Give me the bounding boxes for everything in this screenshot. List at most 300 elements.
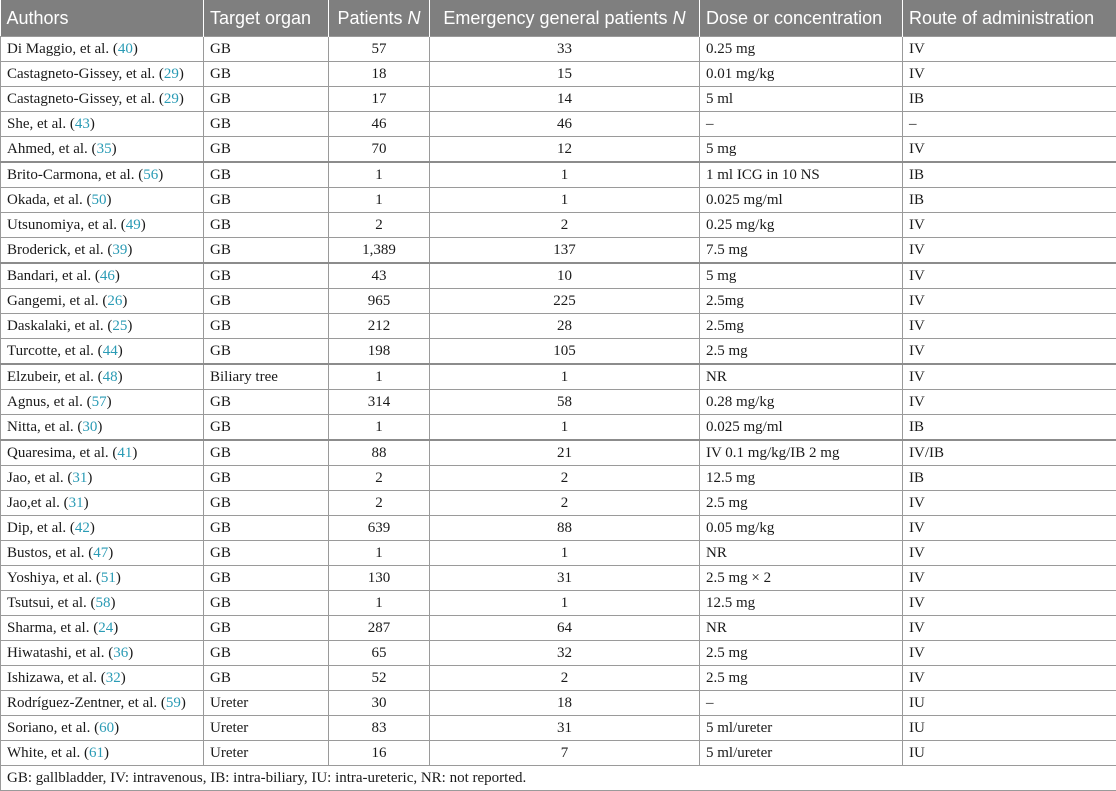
author-cell [1, 415, 204, 441]
organ-cell: GB [204, 415, 329, 441]
dose-cell: IV 0.1 mg/kg/IB 2 mg [700, 440, 903, 466]
reference-link[interactable]: 48 [103, 369, 118, 385]
emergency-cell: 2 [430, 491, 700, 516]
reference-link[interactable]: 44 [103, 343, 118, 359]
author-name: Di Maggio, et al. ( [7, 41, 118, 57]
reference-link[interactable]: 57 [92, 394, 107, 410]
emergency-cell: 137 [430, 238, 700, 264]
table-row [1, 112, 1116, 137]
author-cell [1, 516, 204, 541]
route-cell: IV [903, 238, 1116, 264]
table-row [1, 641, 1116, 666]
table-body [1, 37, 1116, 766]
author-cell [1, 616, 204, 641]
author-name: White, et al. ( [7, 745, 89, 761]
emergency-cell: 21 [430, 440, 700, 466]
author-name: She, et al. ( [7, 116, 75, 132]
footnote-row [1, 766, 1116, 791]
table-row [1, 491, 1116, 516]
dose-cell: NR [700, 364, 903, 390]
patients-cell: 65 [329, 641, 430, 666]
patients-cell: 17 [329, 87, 430, 112]
route-cell: IV [903, 616, 1116, 641]
organ-cell: GB [204, 466, 329, 491]
author-cell [1, 289, 204, 314]
reference-link[interactable]: 56 [143, 167, 158, 183]
author-close-paren: ) [158, 167, 163, 183]
author-close-paren: ) [87, 470, 92, 486]
author-name: Bustos, et al. ( [7, 545, 93, 561]
dose-cell: 5 ml/ureter [700, 741, 903, 766]
dose-cell: 2.5mg [700, 289, 903, 314]
route-cell: IV [903, 541, 1116, 566]
organ-cell: GB [204, 263, 329, 289]
author-cell [1, 112, 204, 137]
organ-cell: GB [204, 390, 329, 415]
dose-cell: NR [700, 541, 903, 566]
dose-cell: – [700, 691, 903, 716]
patients-cell: 1 [329, 188, 430, 213]
table-footnote: GB: gallbladder, IV: intravenous, IB: intra-biliary, IU: intra-ureteric, NR: not reported. [1, 766, 1116, 791]
patients-cell: 314 [329, 390, 430, 415]
patients-cell: 88 [329, 440, 430, 466]
author-cell [1, 162, 204, 188]
patients-cell: 212 [329, 314, 430, 339]
author-name: Ishizawa, et al. ( [7, 670, 106, 686]
reference-link[interactable]: 26 [107, 293, 122, 309]
patients-cell: 639 [329, 516, 430, 541]
table-row [1, 691, 1116, 716]
author-close-paren: ) [127, 318, 132, 334]
table-row [1, 616, 1116, 641]
dose-cell: 2.5 mg [700, 339, 903, 365]
reference-link[interactable]: 39 [112, 242, 127, 258]
patients-cell: 83 [329, 716, 430, 741]
dose-cell: 1 ml ICG in 10 NS [700, 162, 903, 188]
reference-link[interactable]: 46 [100, 268, 115, 284]
reference-link[interactable]: 40 [118, 41, 133, 57]
author-name: Castagneto-Gissey, et al. ( [7, 91, 164, 107]
route-cell: IV [903, 390, 1116, 415]
emergency-cell: 18 [430, 691, 700, 716]
emergency-cell: 31 [430, 566, 700, 591]
reference-link[interactable]: 51 [101, 570, 116, 586]
route-cell: IV [903, 37, 1116, 62]
author-close-paren: ) [113, 620, 118, 636]
patients-cell: 43 [329, 263, 430, 289]
author-cell [1, 188, 204, 213]
dose-cell: 5 mg [700, 263, 903, 289]
table-row [1, 364, 1116, 390]
header-dose: Dose or concentration [700, 0, 903, 37]
table-row [1, 62, 1116, 87]
header-target-organ: Target organ [204, 0, 329, 37]
reference-link[interactable]: 43 [75, 116, 90, 132]
author-name: Dip, et al. ( [7, 520, 75, 536]
patients-cell: 1 [329, 591, 430, 616]
route-cell: IB [903, 466, 1116, 491]
author-close-paren: ) [84, 495, 89, 511]
emergency-cell: 32 [430, 641, 700, 666]
reference-link[interactable]: 32 [106, 670, 121, 686]
emergency-cell: 88 [430, 516, 700, 541]
organ-cell: GB [204, 541, 329, 566]
emergency-cell: 1 [430, 162, 700, 188]
organ-cell: GB [204, 491, 329, 516]
author-name: Quaresima, et al. ( [7, 445, 117, 461]
dose-cell: 2.5 mg × 2 [700, 566, 903, 591]
author-cell [1, 466, 204, 491]
dose-cell: 5 ml [700, 87, 903, 112]
dose-cell: 2.5 mg [700, 666, 903, 691]
header-emergency-patients [430, 0, 700, 37]
route-cell: IB [903, 415, 1116, 441]
organ-cell: GB [204, 339, 329, 365]
author-close-paren: ) [107, 394, 112, 410]
patients-cell: 18 [329, 62, 430, 87]
table-row [1, 440, 1116, 466]
dose-cell: 2.5 mg [700, 491, 903, 516]
author-close-paren: ) [104, 745, 109, 761]
organ-cell: GB [204, 37, 329, 62]
dose-cell: 0.25 mg/kg [700, 213, 903, 238]
organ-cell: GB [204, 440, 329, 466]
author-cell [1, 263, 204, 289]
author-name: Brito-Carmona, et al. ( [7, 167, 143, 183]
organ-cell: GB [204, 666, 329, 691]
table-row [1, 37, 1116, 62]
author-close-paren: ) [179, 91, 184, 107]
dose-cell: 0.025 mg/ml [700, 188, 903, 213]
reference-link[interactable]: 50 [92, 192, 107, 208]
organ-cell: GB [204, 566, 329, 591]
route-cell: IV [903, 641, 1116, 666]
reference-link[interactable]: 31 [72, 470, 87, 486]
organ-cell: GB [204, 112, 329, 137]
organ-cell: GB [204, 314, 329, 339]
author-close-paren: ) [97, 419, 102, 435]
author-name: Gangemi, et al. ( [7, 293, 107, 309]
author-name: Ahmed, et al. ( [7, 141, 97, 157]
emergency-cell: 12 [430, 137, 700, 163]
reference-link[interactable]: 36 [113, 645, 128, 661]
patients-cell: 2 [329, 466, 430, 491]
patients-cell: 46 [329, 112, 430, 137]
table-row [1, 741, 1116, 766]
table-row [1, 137, 1116, 163]
dose-cell: 5 ml/ureter [700, 716, 903, 741]
author-cell [1, 566, 204, 591]
author-name: Rodríguez-Zentner, et al. ( [7, 695, 166, 711]
route-cell: IU [903, 716, 1116, 741]
author-name: Turcotte, et al. ( [7, 343, 103, 359]
table-row [1, 314, 1116, 339]
author-cell [1, 716, 204, 741]
emergency-cell: 31 [430, 716, 700, 741]
emergency-cell: 105 [430, 339, 700, 365]
emergency-cell: 1 [430, 364, 700, 390]
author-name: Sharma, et al. ( [7, 620, 98, 636]
author-close-paren: ) [108, 545, 113, 561]
reference-link[interactable]: 59 [166, 695, 181, 711]
author-close-paren: ) [133, 41, 138, 57]
emergency-cell: 1 [430, 541, 700, 566]
table-row [1, 566, 1116, 591]
route-cell: IV [903, 213, 1116, 238]
patients-cell: 287 [329, 616, 430, 641]
author-name: Bandari, et al. ( [7, 268, 100, 284]
patients-cell: 2 [329, 213, 430, 238]
organ-cell: GB [204, 213, 329, 238]
dose-cell: NR [700, 616, 903, 641]
table-row [1, 541, 1116, 566]
author-cell [1, 364, 204, 390]
author-name: Nitta, et al. ( [7, 419, 82, 435]
author-close-paren: ) [114, 720, 119, 736]
author-name: Okada, et al. ( [7, 192, 92, 208]
author-cell [1, 440, 204, 466]
reference-link[interactable]: 49 [126, 217, 141, 233]
author-cell [1, 238, 204, 264]
author-close-paren: ) [128, 645, 133, 661]
table-row [1, 516, 1116, 541]
author-cell [1, 137, 204, 163]
route-cell: IU [903, 691, 1116, 716]
author-name: Tsutsui, et al. ( [7, 595, 96, 611]
dose-cell: 12.5 mg [700, 466, 903, 491]
dose-cell: 2.5 mg [700, 641, 903, 666]
table-row [1, 289, 1116, 314]
reference-link[interactable]: 42 [75, 520, 90, 536]
author-cell [1, 491, 204, 516]
table-row [1, 415, 1116, 441]
author-cell [1, 87, 204, 112]
author-close-paren: ) [107, 192, 112, 208]
organ-cell: Ureter [204, 741, 329, 766]
author-name: Jao,et al. ( [7, 495, 69, 511]
emergency-cell: 10 [430, 263, 700, 289]
reference-link[interactable]: 25 [112, 318, 127, 334]
author-close-paren: ) [181, 695, 186, 711]
route-cell: IV [903, 666, 1116, 691]
author-name: Elzubeir, et al. ( [7, 369, 103, 385]
table-row [1, 716, 1116, 741]
route-cell: IV [903, 314, 1116, 339]
author-close-paren: ) [118, 343, 123, 359]
table-row [1, 263, 1116, 289]
table-row [1, 87, 1116, 112]
route-cell: IV [903, 339, 1116, 365]
route-cell: IV [903, 137, 1116, 163]
patients-cell: 1 [329, 364, 430, 390]
patients-cell: 198 [329, 339, 430, 365]
patients-cell: 52 [329, 666, 430, 691]
reference-link[interactable]: 30 [82, 419, 97, 435]
patients-cell: 57 [329, 37, 430, 62]
route-cell: IU [903, 741, 1116, 766]
author-cell [1, 741, 204, 766]
emergency-cell: 7 [430, 741, 700, 766]
organ-cell: Ureter [204, 716, 329, 741]
author-cell [1, 641, 204, 666]
route-cell: IV [903, 516, 1116, 541]
author-close-paren: ) [141, 217, 146, 233]
table-row [1, 162, 1116, 188]
table-row [1, 666, 1116, 691]
patients-cell: 1 [329, 415, 430, 441]
route-cell: IV [903, 289, 1116, 314]
author-cell [1, 339, 204, 365]
author-cell [1, 314, 204, 339]
author-close-paren: ) [132, 445, 137, 461]
emergency-cell: 2 [430, 666, 700, 691]
organ-cell: GB [204, 641, 329, 666]
emergency-cell: 1 [430, 415, 700, 441]
header-row [1, 0, 1116, 37]
emergency-cell: 28 [430, 314, 700, 339]
author-cell [1, 213, 204, 238]
route-cell: IB [903, 188, 1116, 213]
route-cell: IV [903, 566, 1116, 591]
route-cell: IV [903, 62, 1116, 87]
organ-cell: GB [204, 87, 329, 112]
header-patients-label: Patients [337, 8, 402, 28]
patients-cell: 1 [329, 541, 430, 566]
table-row [1, 213, 1116, 238]
table-row [1, 466, 1116, 491]
author-close-paren: ) [115, 268, 120, 284]
organ-cell: GB [204, 188, 329, 213]
author-name: Hiwatashi, et al. ( [7, 645, 113, 661]
emergency-cell: 15 [430, 62, 700, 87]
header-authors: Authors [1, 0, 204, 37]
organ-cell: GB [204, 616, 329, 641]
author-close-paren: ) [122, 293, 127, 309]
reference-link[interactable]: 60 [99, 720, 114, 736]
dose-cell: 2.5mg [700, 314, 903, 339]
dose-cell: 0.25 mg [700, 37, 903, 62]
organ-cell: Ureter [204, 691, 329, 716]
table-row [1, 339, 1116, 365]
author-close-paren: ) [112, 141, 117, 157]
header-route: Route of administration [903, 0, 1116, 37]
organ-cell: GB [204, 162, 329, 188]
route-cell: IV [903, 263, 1116, 289]
table-row [1, 591, 1116, 616]
author-close-paren: ) [111, 595, 116, 611]
author-close-paren: ) [127, 242, 132, 258]
author-cell [1, 62, 204, 87]
patients-cell: 130 [329, 566, 430, 591]
patients-cell: 1,389 [329, 238, 430, 264]
author-close-paren: ) [90, 520, 95, 536]
patients-cell: 2 [329, 491, 430, 516]
reference-link[interactable]: 29 [164, 91, 179, 107]
author-close-paren: ) [121, 670, 126, 686]
patients-cell: 30 [329, 691, 430, 716]
emergency-cell: 46 [430, 112, 700, 137]
emergency-cell: 2 [430, 466, 700, 491]
author-close-paren: ) [179, 66, 184, 82]
author-cell [1, 591, 204, 616]
header-emergency-label: Emergency general patients [443, 8, 667, 28]
dose-cell: – [700, 112, 903, 137]
emergency-cell: 58 [430, 390, 700, 415]
author-name: Soriano, et al. ( [7, 720, 99, 736]
reference-link[interactable]: 24 [98, 620, 113, 636]
dose-cell: 12.5 mg [700, 591, 903, 616]
patients-cell: 965 [329, 289, 430, 314]
route-cell: IV/IB [903, 440, 1116, 466]
organ-cell: GB [204, 137, 329, 163]
header-patients [329, 0, 430, 37]
author-name: Yoshiya, et al. ( [7, 570, 101, 586]
emergency-cell: 14 [430, 87, 700, 112]
emergency-cell: 1 [430, 591, 700, 616]
route-cell: IV [903, 491, 1116, 516]
route-cell: IV [903, 591, 1116, 616]
dose-cell: 5 mg [700, 137, 903, 163]
header-emergency-n: N [673, 8, 686, 28]
route-cell: IB [903, 87, 1116, 112]
reference-link[interactable]: 58 [96, 595, 111, 611]
reference-link[interactable]: 47 [93, 545, 108, 561]
organ-cell: GB [204, 591, 329, 616]
route-cell: IV [903, 364, 1116, 390]
author-name: Daskalaki, et al. ( [7, 318, 112, 334]
author-cell [1, 666, 204, 691]
organ-cell: GB [204, 516, 329, 541]
author-cell [1, 37, 204, 62]
reference-link[interactable]: 61 [89, 745, 104, 761]
author-name: Castagneto-Gissey, et al. ( [7, 66, 164, 82]
header-patients-n: N [408, 8, 421, 28]
author-cell [1, 541, 204, 566]
emergency-cell: 1 [430, 188, 700, 213]
patients-cell: 16 [329, 741, 430, 766]
reference-link[interactable]: 31 [69, 495, 84, 511]
emergency-cell: 64 [430, 616, 700, 641]
patients-cell: 70 [329, 137, 430, 163]
emergency-cell: 225 [430, 289, 700, 314]
dose-cell: 0.025 mg/ml [700, 415, 903, 441]
author-close-paren: ) [116, 570, 121, 586]
emergency-cell: 33 [430, 37, 700, 62]
reference-link[interactable]: 35 [97, 141, 112, 157]
emergency-cell: 2 [430, 213, 700, 238]
author-cell [1, 691, 204, 716]
author-cell [1, 390, 204, 415]
organ-cell: Biliary tree [204, 364, 329, 390]
route-cell: – [903, 112, 1116, 137]
author-close-paren: ) [118, 369, 123, 385]
organ-cell: GB [204, 238, 329, 264]
dose-cell: 0.05 mg/kg [700, 516, 903, 541]
dose-cell: 7.5 mg [700, 238, 903, 264]
author-name: Jao, et al. ( [7, 470, 72, 486]
dose-cell: 0.28 mg/kg [700, 390, 903, 415]
organ-cell: GB [204, 289, 329, 314]
author-name: Agnus, et al. ( [7, 394, 92, 410]
author-name: Utsunomiya, et al. ( [7, 217, 126, 233]
organ-cell: GB [204, 62, 329, 87]
table-row [1, 238, 1116, 264]
reference-link[interactable]: 29 [164, 66, 179, 82]
author-close-paren: ) [90, 116, 95, 132]
table-row [1, 390, 1116, 415]
dose-cell: 0.01 mg/kg [700, 62, 903, 87]
reference-link[interactable]: 41 [117, 445, 132, 461]
